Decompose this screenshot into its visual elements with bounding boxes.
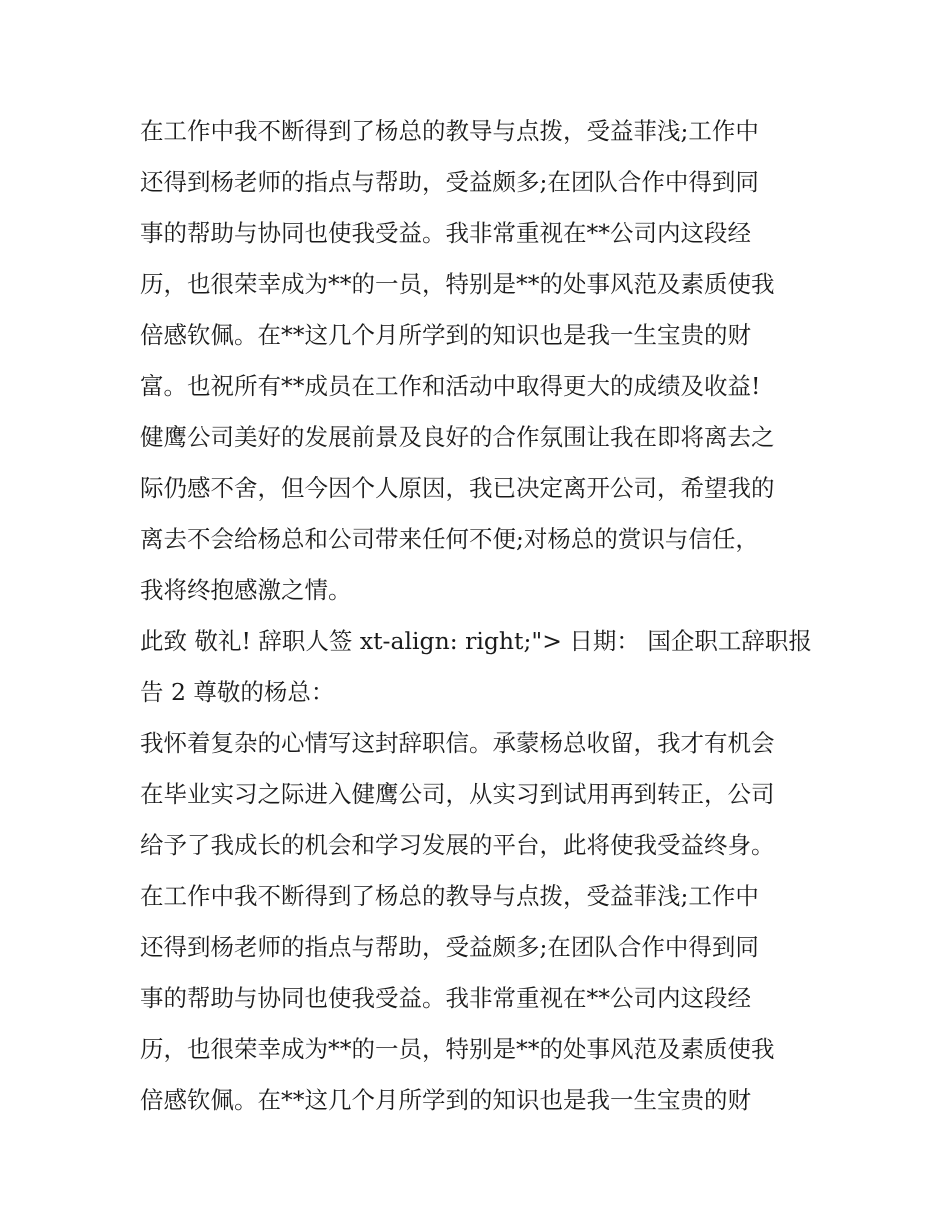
text-line: 我怀着复杂的心情写这封辞职信。承蒙杨总收留，我才有机会: [140, 729, 775, 757]
text-line: 事的帮助与协同也使我受益。我非常重视在**公司内这段经: [140, 984, 751, 1012]
salutation-line: 告 2 尊敬的杨总：: [140, 678, 335, 706]
document-body: [140, 106, 820, 1126]
text-line: 离去不会给杨总和公司带来任何不便;对杨总的赏识与信任，: [140, 525, 759, 553]
text-line: 我将终抱感激之情。: [140, 576, 352, 604]
text-line: 给予了我成长的机会和学习发展的平台，此将使我受益终身。: [140, 831, 775, 859]
text-line: 倍感钦佩。在**这几个月所学到的知识也是我一生宝贵的财: [140, 321, 751, 349]
text-line: 还得到杨老师的指点与帮助，受益颇多;在团队合作中得到同: [140, 168, 759, 196]
text-line: 富。也祝所有**成员在工作和活动中取得更大的成绩及收益!: [140, 372, 761, 400]
text-line: 际仍感不舍，但今因个人原因，我已决定离开公司，希望我的: [140, 474, 775, 502]
closing-line: 此致 敬礼! 辞职人签 xt-align: right;"> 日期： 国企职工辞职报: [140, 627, 812, 655]
text-line: 倍感钦佩。在**这几个月所学到的知识也是我一生宝贵的财: [140, 1086, 751, 1114]
text-line: 还得到杨老师的指点与帮助，受益颇多;在团队合作中得到同: [140, 933, 759, 961]
text-line: 在工作中我不断得到了杨总的教导与点拨，受益菲浅;工作中: [140, 117, 759, 145]
text-line: 事的帮助与协同也使我受益。我非常重视在**公司内这段经: [140, 219, 751, 247]
text-line: 历，也很荣幸成为**的一员，特别是**的处事风范及素质使我: [140, 1035, 775, 1063]
text-line: 历，也很荣幸成为**的一员，特别是**的处事风范及素质使我: [140, 270, 775, 298]
text-line: 在工作中我不断得到了杨总的教导与点拨，受益菲浅;工作中: [140, 882, 759, 910]
text-line: 健鹰公司美好的发展前景及良好的合作氛围让我在即将离去之: [140, 423, 775, 451]
text-line: 在毕业实习之际进入健鹰公司，从实习到试用再到转正，公司: [140, 780, 775, 808]
